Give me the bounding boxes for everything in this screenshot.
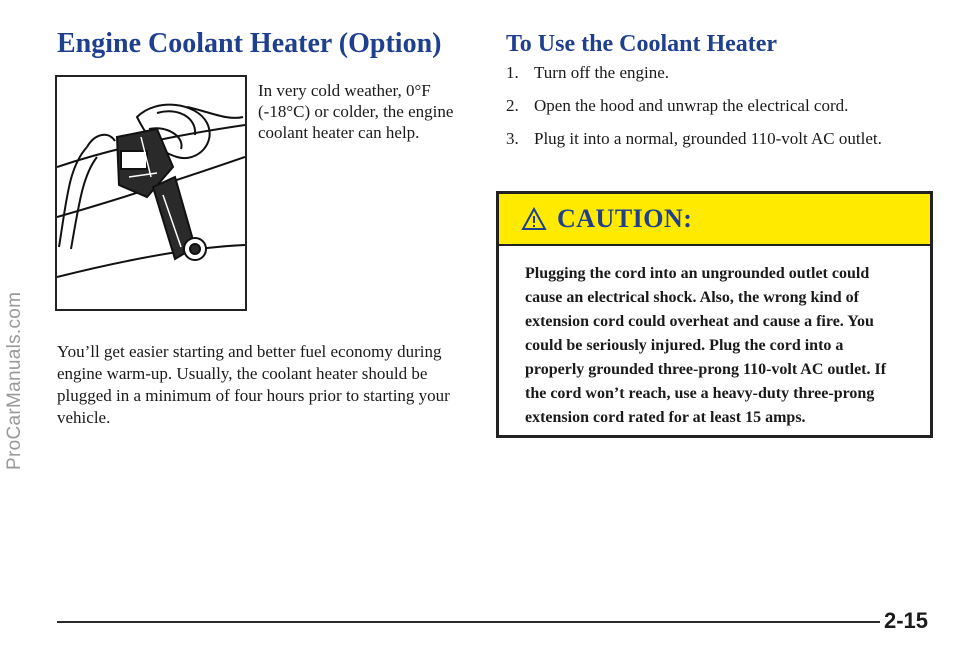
coolant-heater-illustration [55, 75, 247, 311]
intro-paragraph: In very cold weather, 0°F (-18°C) or colder, the engine coolant heater can help. [258, 81, 454, 142]
instruction-steps [506, 62, 882, 161]
step-item [506, 95, 882, 117]
step-item [506, 128, 882, 150]
warning-triangle-icon [521, 207, 547, 231]
subsection-heading: To Use the Coolant Heater [506, 31, 778, 57]
watermark: ProCarManuals.com [4, 291, 25, 470]
step-text: Open the hood and unwrap the electrical cord. [534, 96, 849, 115]
step-number: 1. [506, 63, 519, 82]
body-paragraph: You’ll get easier starting and better fuel economy during engine warm-up. Usually, the coolant heater should be plugged in a minimum of four hours prior to starting your vehicle. [57, 342, 450, 427]
caution-text: Plugging the cord into an ungrounded outlet could cause an electrical shock. Also, the wrong kind of extension cord could overheat and cause a fire. You could be seriously injured. Plug the cord into a properly grounded three-prong 110-volt AC outlet. If the cord won’t reach, use a heavy-duty three-prong extension cord rated for at least 15 amps. [525, 265, 887, 426]
caution-title: CAUTION: [557, 204, 693, 233]
section-heading: Engine Coolant Heater (Option) [57, 28, 442, 59]
step-text: Plug it into a normal, grounded 110-volt AC outlet. [534, 129, 882, 148]
step-number: 3. [506, 129, 519, 148]
caution-box [496, 191, 933, 438]
step-text: Turn off the engine. [534, 63, 670, 82]
step-number: 2. [506, 96, 519, 115]
footer-rule [57, 621, 880, 623]
caution-header [499, 194, 930, 246]
step-item [506, 62, 882, 84]
page-number: 2-15 [884, 608, 929, 633]
